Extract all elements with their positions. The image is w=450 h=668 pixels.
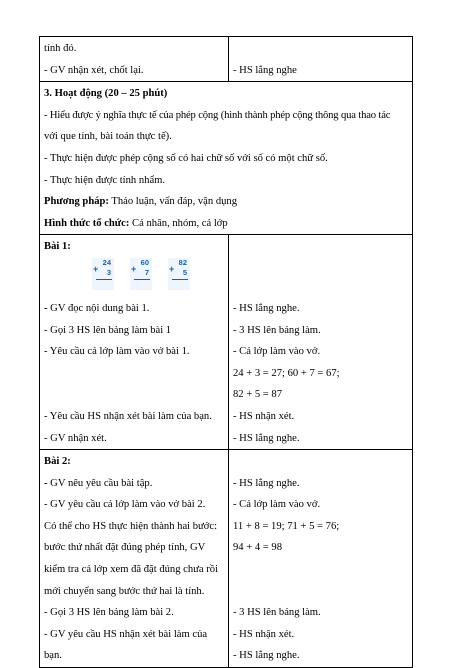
problem-top-number: 82 (178, 257, 187, 267)
text-line (44, 298, 224, 320)
text-line: - Gọi 3 HS lên bảng làm bài 1 (44, 324, 172, 336)
text-line: - GV yêu cầu HS nhận xét bài làm của (44, 628, 208, 640)
text-line: - HS nhận xét. (233, 410, 295, 422)
addition-problems (44, 258, 224, 298)
dash-bold: - (44, 302, 48, 314)
text-line: - GV yêu cầu cả lớp làm vào vở bài 2. (44, 499, 206, 511)
text-line: với que tính, bài toán thực tế). (44, 131, 172, 143)
spacer (233, 236, 408, 258)
section-cell (40, 82, 413, 235)
text-line (233, 38, 408, 60)
spacer (233, 581, 408, 603)
text-line: - HS lắng nghe. (233, 477, 300, 489)
addition-problem-image (92, 258, 114, 290)
text-line: - Cả lớp làm vào vở. (233, 499, 321, 511)
underline-bar (134, 279, 150, 280)
text-line: - 3 HS lên bảng làm. (233, 324, 321, 336)
addition-problem-image (130, 258, 152, 290)
plus-sign: + (131, 263, 137, 274)
text-line: 11 + 8 = 19; 71 + 5 = 76; (233, 520, 340, 532)
text-line: mới chuyển sang bước thứ hai là tính. (44, 585, 205, 597)
form-line (44, 213, 408, 235)
text-line: - HS lắng nghe. (233, 432, 300, 444)
spacer (233, 451, 408, 473)
spacer (233, 559, 408, 581)
text-line: Có thể cho HS thực hiện thành hai bước: (44, 520, 218, 532)
form-value: Cá nhân, nhóm, cả lớp (129, 217, 228, 229)
section-title: 3. Hoạt động (20 – 25 phút) (44, 88, 168, 100)
text-line: bạn. (44, 650, 62, 662)
text-line: 82 + 5 = 87 (233, 389, 283, 401)
text-line: - Thực hiện được tính nhẩm. (44, 174, 166, 186)
method-value: Thảo luận, vấn đáp, vận dụng (108, 196, 238, 208)
table-row (40, 37, 413, 82)
text-line: 94 + 4 = 98 (233, 542, 283, 554)
student-cell (229, 450, 413, 668)
teacher-cell (40, 450, 229, 668)
lesson-table (39, 36, 413, 668)
table-row (40, 235, 413, 450)
underline-bar (172, 279, 188, 280)
text-line: - HS lắng nghe. (233, 302, 300, 314)
plus-sign: + (169, 263, 175, 274)
text-line: - Gọi 3 HS lên bảng làm bài 2. (44, 607, 174, 619)
problem-bottom-number: 3 (106, 267, 111, 277)
lesson-plan-page (39, 36, 413, 668)
table-row (40, 82, 413, 235)
plus-sign: + (93, 263, 99, 274)
teacher-cell (40, 37, 229, 82)
underline-bar (96, 279, 112, 280)
text-line: - HS lắng nghe. (233, 650, 300, 662)
teacher-cell (40, 235, 229, 450)
student-cell (229, 235, 413, 450)
exercise-title: Bài 2: (44, 456, 71, 468)
dash-bold: - (44, 477, 48, 489)
text-line: 24 + 3 = 27; 60 + 7 = 67; (233, 367, 340, 379)
method-line (44, 191, 408, 213)
text-line: - HS lắng nghe (233, 64, 297, 76)
addition-problem-image (168, 258, 190, 290)
problem-bottom-number: 5 (182, 267, 187, 277)
text-line: - Yêu cầu cả lớp làm vào vở bài 1. (44, 346, 190, 358)
text-line: kiểm tra cả lớp xem đã đặt đúng chưa rồi (44, 564, 219, 576)
spacer (233, 258, 408, 298)
text-line: bước thứ nhất đặt đúng phép tính, GV (44, 542, 206, 554)
text-line: - Hiểu được ý nghĩa thực tế của phép cộng (hình thành phép cộng thông qua thao tác (44, 109, 391, 121)
text-line: - Cả lớp làm vào vở. (233, 346, 321, 358)
table-row (40, 450, 413, 668)
text-span: GV đọc nội dung bài 1. (47, 302, 150, 314)
exercise-title: Bài 1: (44, 241, 71, 253)
problem-top-number: 60 (140, 257, 149, 267)
text-line: - GV nhận xét. (44, 432, 107, 444)
problem-top-number: 24 (102, 257, 111, 267)
spacer (44, 363, 224, 385)
text-line: - Yêu cầu HS nhận xét bài làm của bạn. (44, 410, 212, 422)
text-line (44, 473, 224, 495)
text-line: tính đó. (44, 43, 77, 54)
text-line: - GV nhận xét, chốt lại. (44, 64, 144, 76)
problem-bottom-number: 7 (144, 267, 149, 277)
text-span: GV nêu yêu cầu bài tập. (47, 477, 153, 489)
text-line: - Thực hiện được phép cộng số có hai chữ số với số có một chữ số. (44, 152, 328, 164)
text-line: - 3 HS lên bảng làm. (233, 607, 321, 619)
text-line: - HS nhận xét. (233, 628, 295, 640)
student-cell (229, 37, 413, 82)
method-label: Phương pháp: (44, 196, 109, 208)
spacer (44, 384, 224, 406)
form-label: Hình thức tổ chức: (44, 217, 130, 229)
